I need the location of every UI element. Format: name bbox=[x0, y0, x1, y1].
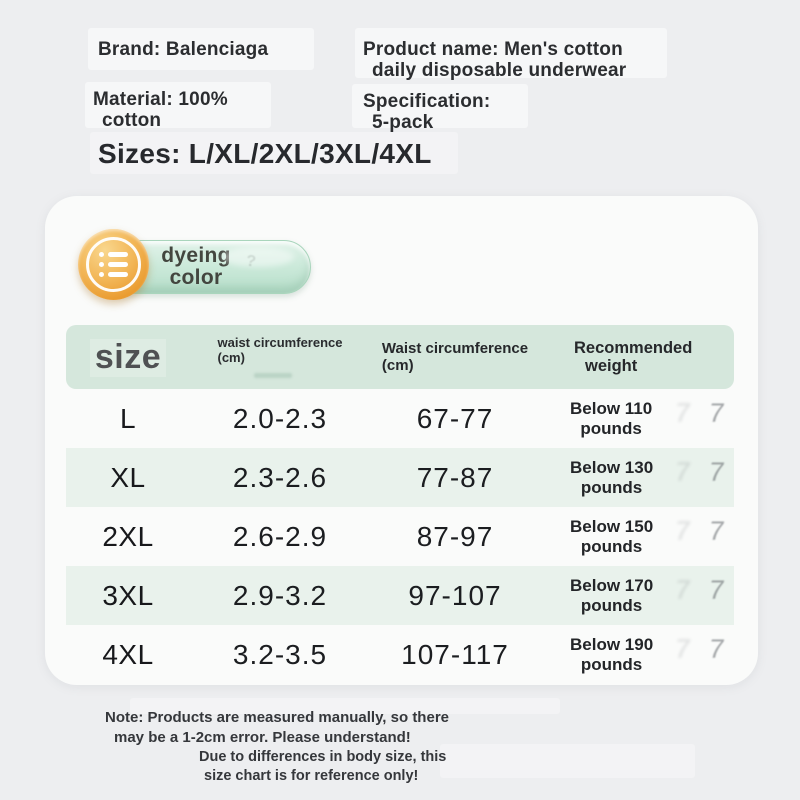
waist1-cell: 3.2-3.5 bbox=[232, 638, 328, 670]
highlight-patch bbox=[90, 339, 166, 377]
waist1-cell: 2.9-3.2 bbox=[232, 579, 328, 611]
table-row bbox=[66, 448, 734, 507]
waist1-cell: 2.0-2.3 bbox=[232, 402, 328, 434]
specification-label bbox=[363, 91, 490, 134]
waist2-cell: 87-97 bbox=[416, 520, 494, 552]
ghost-digit: 7 bbox=[672, 516, 693, 546]
ghost-digit: 7 bbox=[706, 398, 727, 428]
header-waist-1: waist circumference (cm) bbox=[190, 325, 370, 389]
waist1-cell: 2.3-2.6 bbox=[232, 461, 328, 493]
table-header bbox=[66, 325, 734, 389]
ghost-digit: 7 bbox=[706, 634, 727, 664]
table-row bbox=[66, 507, 734, 566]
material-line1: Material: 100% bbox=[93, 89, 228, 110]
ghost-digit: 7 bbox=[672, 398, 693, 428]
size-chart-card bbox=[45, 196, 758, 685]
size-cell: L bbox=[119, 402, 137, 434]
ghost-digit: 7 bbox=[672, 634, 693, 664]
waist2-cell: 97-107 bbox=[408, 579, 502, 611]
weight-cell: Below 110 pounds 7 7 bbox=[570, 398, 727, 438]
reference-note: Due to differences in body size, this size chart is for reference only! bbox=[199, 749, 447, 784]
sizes-label: Sizes: L/XL/2XL/3XL/4XL bbox=[98, 138, 432, 169]
header-recommended-weight: Recommended weight bbox=[574, 338, 693, 375]
measurement-note: Note: Products are measured manually, so there may be a 1-2cm error. Please understand! bbox=[105, 709, 449, 746]
product-name-label bbox=[363, 39, 626, 82]
ghost-digit: 7 bbox=[706, 575, 727, 605]
size-cell: 3XL bbox=[102, 579, 154, 611]
ghost-digit: 7 bbox=[706, 516, 727, 546]
table-row bbox=[66, 389, 734, 448]
table-row bbox=[66, 566, 734, 625]
waist2-cell: 77-87 bbox=[416, 461, 494, 493]
weight-cell: Below 130 pounds 7 7 bbox=[570, 457, 727, 497]
highlight-patch bbox=[440, 744, 695, 778]
size-cell: 4XL bbox=[102, 638, 154, 670]
brand-label: Brand: Balenciaga bbox=[98, 39, 269, 60]
material-line2: cotton bbox=[102, 110, 162, 132]
header-waist-2: Waist circumference (cm) bbox=[381, 339, 529, 374]
waist2-cell: 107-117 bbox=[401, 638, 509, 670]
waist1-cell: 2.6-2.9 bbox=[232, 520, 328, 552]
waist2-cell: 67-77 bbox=[416, 402, 494, 434]
ghost-digit: 7 bbox=[706, 457, 727, 487]
list-glyph bbox=[78, 229, 149, 300]
weight-cell: Below 170 pounds 7 7 bbox=[570, 575, 727, 615]
ghost-digit: 7 bbox=[672, 457, 693, 487]
weight-cell: Below 190 pounds 7 7 bbox=[570, 634, 727, 674]
table-body bbox=[45, 389, 734, 684]
dyeing-color-label: dyeing color bbox=[161, 243, 231, 289]
material-label bbox=[93, 89, 228, 132]
header-size: size bbox=[66, 325, 190, 389]
specification-line2: 5-pack bbox=[372, 112, 434, 134]
ghost-question-mark: ? bbox=[244, 252, 257, 271]
specification-line1: Specification: bbox=[363, 91, 491, 112]
size-cell: XL bbox=[110, 461, 146, 493]
product-name-line2: daily disposable underwear bbox=[372, 60, 627, 82]
list-icon bbox=[78, 229, 149, 300]
table-row bbox=[66, 625, 734, 684]
product-name-line1: Product name: Men's cotton bbox=[363, 39, 623, 60]
watermark-smudge bbox=[254, 373, 292, 378]
weight-cell: Below 150 pounds 7 7 bbox=[570, 516, 727, 556]
ghost-digit: 7 bbox=[672, 575, 693, 605]
size-cell: 2XL bbox=[102, 520, 154, 552]
